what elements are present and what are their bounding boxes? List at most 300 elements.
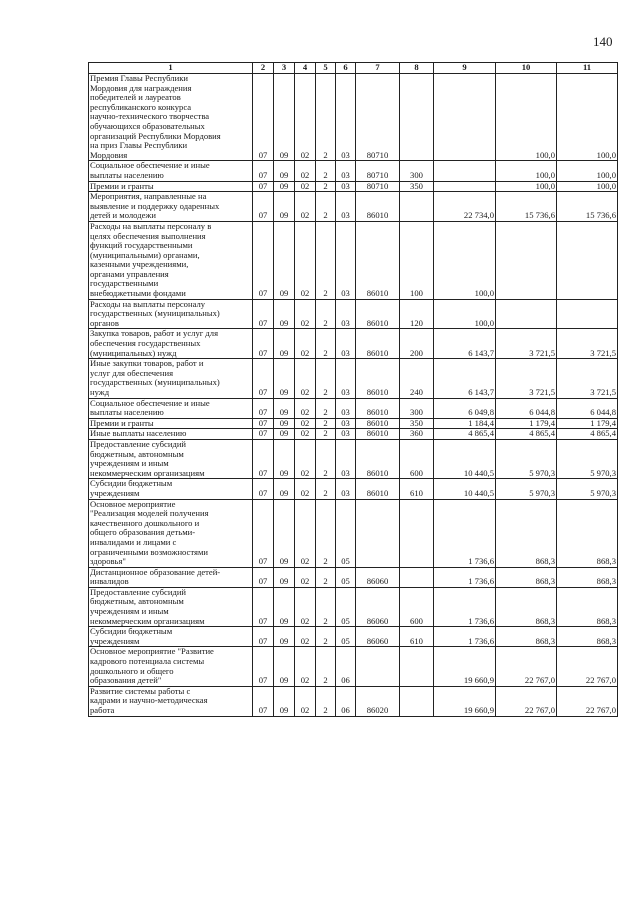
code-cell: 07 — [253, 398, 274, 418]
code-cell — [400, 499, 434, 567]
row-name-line: здоровья" — [90, 556, 126, 567]
code-cell: 300 — [400, 398, 434, 418]
code-cell: 300 — [400, 161, 434, 181]
row-name-line: Иные выплаты населению — [90, 428, 187, 439]
amount-cell: 868,3 — [557, 627, 618, 647]
code-cell: 03 — [336, 418, 356, 429]
row-name-line: Расходы на выплаты персоналу — [90, 299, 206, 309]
row-name-line: государственных (муниципальных) — [90, 377, 220, 388]
row-name-line: Мероприятия, направленные на — [90, 191, 207, 202]
table-row — [89, 181, 618, 192]
code-cell: 86060 — [356, 587, 400, 626]
row-name-line: Предоставление субсидий — [90, 587, 187, 597]
code-cell: 200 — [400, 329, 434, 359]
code-cell: 02 — [295, 74, 316, 161]
amount-cell: 100,0 — [434, 221, 496, 299]
amount-cell: 1 179,4 — [496, 418, 557, 429]
row-name-line: (муниципальными) органами, — [90, 249, 200, 260]
row-name-line: Премия Главы Республики — [90, 73, 188, 83]
amount-cell: 10 440,5 — [434, 479, 496, 499]
code-cell: 09 — [274, 686, 295, 716]
code-cell: 09 — [274, 398, 295, 418]
amount-cell: 3 721,5 — [496, 359, 557, 398]
amount-cell: 1 736,6 — [434, 587, 496, 626]
row-name-line: учреждениям — [90, 635, 140, 646]
row-name-line: целях обеспечения выполнения — [90, 230, 206, 241]
code-cell: 2 — [316, 329, 336, 359]
amount-cell: 5 970,3 — [496, 439, 557, 478]
amount-cell: 6 049,8 — [434, 398, 496, 418]
code-cell: 120 — [400, 299, 434, 329]
code-cell: 06 — [336, 647, 356, 686]
code-cell: 07 — [253, 161, 274, 181]
code-cell — [356, 499, 400, 567]
code-cell: 02 — [295, 647, 316, 686]
code-cell: 05 — [336, 499, 356, 567]
code-cell: 07 — [253, 686, 274, 716]
code-cell: 86060 — [356, 567, 400, 587]
row-name-line: Субсидии бюджетным — [90, 626, 173, 637]
amount-cell: 5 970,3 — [496, 479, 557, 499]
code-cell: 2 — [316, 359, 336, 398]
amount-cell — [557, 299, 618, 329]
row-name-cell — [89, 587, 253, 626]
code-cell: 03 — [336, 398, 356, 418]
code-cell: 02 — [295, 329, 316, 359]
column-header: 11 — [557, 63, 618, 74]
amount-cell: 868,3 — [557, 499, 618, 567]
row-name-line: Иные закупки товаров, работ и — [90, 358, 204, 369]
row-name-line: обеспечения государственных — [90, 338, 201, 349]
row-name-line: качественного дошкольного и — [90, 517, 200, 528]
code-cell: 86020 — [356, 686, 400, 716]
amount-cell: 6 143,7 — [434, 359, 496, 398]
code-cell: 100 — [400, 221, 434, 299]
row-name-line: образования детей" — [90, 675, 162, 686]
code-cell: 2 — [316, 499, 336, 567]
code-cell: 05 — [336, 627, 356, 647]
code-cell: 240 — [400, 359, 434, 398]
amount-cell: 1 736,6 — [434, 499, 496, 567]
row-name-line: Развитие системы работы с — [90, 686, 191, 696]
row-name-line: учреждениям и иным — [90, 606, 169, 617]
row-name-line: организаций Республики Мордовия — [90, 130, 221, 141]
row-name-line: государственных (муниципальных) — [90, 308, 220, 319]
row-name-line: Субсидии бюджетным — [90, 478, 173, 489]
row-name-line: инвалидами и лицами с — [90, 536, 177, 547]
column-header: 3 — [274, 63, 295, 74]
amount-cell: 868,3 — [496, 627, 557, 647]
code-cell: 09 — [274, 587, 295, 626]
code-cell: 07 — [253, 192, 274, 222]
code-cell: 86010 — [356, 329, 400, 359]
code-cell: 2 — [316, 181, 336, 192]
code-cell: 86010 — [356, 418, 400, 429]
code-cell: 02 — [295, 499, 316, 567]
table-row — [89, 686, 618, 716]
amount-cell — [557, 221, 618, 299]
code-cell: 09 — [274, 429, 295, 440]
code-cell: 610 — [400, 479, 434, 499]
table-row — [89, 221, 618, 299]
row-name-line: Дистанционное образование детей- — [90, 567, 221, 577]
code-cell: 02 — [295, 686, 316, 716]
code-cell: 02 — [295, 567, 316, 587]
code-cell: 09 — [274, 329, 295, 359]
code-cell: 09 — [274, 181, 295, 192]
code-cell: 09 — [274, 359, 295, 398]
code-cell: 80710 — [356, 74, 400, 161]
code-cell: 03 — [336, 161, 356, 181]
amount-cell: 100,0 — [496, 181, 557, 192]
amount-cell: 19 660,9 — [434, 686, 496, 716]
row-name-line: Предоставление субсидий — [90, 439, 187, 449]
code-cell: 09 — [274, 192, 295, 222]
table-row — [89, 418, 618, 429]
row-name-line: республиканского конкурса — [90, 101, 192, 112]
row-name-line: услуг для обеспечения — [90, 367, 174, 378]
code-cell: 02 — [295, 587, 316, 626]
code-cell: 80710 — [356, 161, 400, 181]
row-name-line: функций государственными — [90, 240, 193, 251]
row-name-cell — [89, 161, 253, 181]
row-name-cell — [89, 221, 253, 299]
row-name-line: Социальное обеспечение и иные — [90, 160, 210, 171]
row-name-line: кадрами и научно-методическая — [90, 695, 208, 706]
column-header: 5 — [316, 63, 336, 74]
amount-cell: 22 767,0 — [557, 686, 618, 716]
row-name-line: детей и молодежи — [90, 210, 156, 221]
amount-cell: 868,3 — [496, 587, 557, 626]
code-cell: 02 — [295, 479, 316, 499]
code-cell: 86010 — [356, 299, 400, 329]
table-row — [89, 161, 618, 181]
row-name-line: научно-технического творчества — [90, 111, 210, 122]
code-cell: 03 — [336, 181, 356, 192]
code-cell: 86010 — [356, 221, 400, 299]
row-name-line: общего образования детьми- — [90, 527, 196, 538]
code-cell: 03 — [336, 359, 356, 398]
amount-cell: 868,3 — [496, 567, 557, 587]
row-name-cell — [89, 686, 253, 716]
amount-cell — [496, 299, 557, 329]
code-cell: 2 — [316, 647, 336, 686]
amount-cell: 3 721,5 — [496, 329, 557, 359]
code-cell — [400, 74, 434, 161]
code-cell: 07 — [253, 221, 274, 299]
code-cell — [400, 567, 434, 587]
code-cell: 02 — [295, 359, 316, 398]
code-cell: 02 — [295, 627, 316, 647]
code-cell: 2 — [316, 221, 336, 299]
budget-table — [88, 62, 618, 717]
row-name-line: выплаты населению — [90, 169, 164, 180]
row-name-line: Расходы на выплаты персоналу в — [90, 221, 212, 231]
amount-cell: 100,0 — [557, 74, 618, 161]
row-name-line: Основное мероприятие "Развитие — [90, 646, 214, 657]
table-row — [89, 439, 618, 478]
amount-cell: 6 143,7 — [434, 329, 496, 359]
code-cell: 600 — [400, 439, 434, 478]
code-cell: 86010 — [356, 398, 400, 418]
row-name-line: работа — [90, 705, 115, 715]
code-cell: 02 — [295, 192, 316, 222]
amount-cell: 100,0 — [557, 161, 618, 181]
table-body — [89, 74, 618, 717]
code-cell: 09 — [274, 418, 295, 429]
row-name-cell — [89, 567, 253, 587]
row-name-cell — [89, 74, 253, 161]
row-name-cell — [89, 329, 253, 359]
table-row — [89, 479, 618, 499]
amount-cell: 19 660,9 — [434, 647, 496, 686]
column-header: 2 — [253, 63, 274, 74]
row-name-line: Премии и гранты — [90, 181, 154, 191]
code-cell — [400, 647, 434, 686]
row-name-line: органами управления — [90, 268, 169, 279]
amount-cell — [434, 181, 496, 192]
table-row — [89, 647, 618, 686]
row-name-line: государственными — [90, 278, 159, 289]
amount-cell: 4 865,4 — [434, 429, 496, 440]
code-cell: 07 — [253, 647, 274, 686]
row-name-cell — [89, 398, 253, 418]
row-name-line: кадрового потенциала системы — [90, 656, 205, 667]
row-name-line: казенными учреждениями, — [90, 259, 189, 270]
table-row — [89, 74, 618, 161]
amount-cell: 15 736,6 — [496, 192, 557, 222]
code-cell: 02 — [295, 181, 316, 192]
code-cell: 07 — [253, 418, 274, 429]
row-name-line: Мордовия для награждения — [90, 82, 192, 93]
code-cell: 02 — [295, 398, 316, 418]
code-cell: 05 — [336, 567, 356, 587]
code-cell: 2 — [316, 627, 336, 647]
code-cell: 07 — [253, 181, 274, 192]
code-cell: 2 — [316, 418, 336, 429]
amount-cell — [434, 74, 496, 161]
code-cell: 07 — [253, 479, 274, 499]
table-row — [89, 627, 618, 647]
amount-cell: 22 767,0 — [496, 647, 557, 686]
amount-cell: 5 970,3 — [557, 439, 618, 478]
table-row — [89, 359, 618, 398]
row-name-line: на приз Главы Республики — [90, 140, 188, 151]
code-cell: 350 — [400, 181, 434, 192]
amount-cell: 868,3 — [557, 587, 618, 626]
amount-cell — [434, 161, 496, 181]
code-cell: 2 — [316, 299, 336, 329]
row-name-cell — [89, 439, 253, 478]
column-header: 10 — [496, 63, 557, 74]
amount-cell: 100,0 — [496, 161, 557, 181]
code-cell: 09 — [274, 439, 295, 478]
code-cell: 03 — [336, 479, 356, 499]
code-cell — [400, 192, 434, 222]
code-cell: 2 — [316, 686, 336, 716]
code-cell: 86010 — [356, 192, 400, 222]
code-cell: 09 — [274, 299, 295, 329]
row-name-cell — [89, 647, 253, 686]
code-cell: 09 — [274, 221, 295, 299]
row-name-cell — [89, 359, 253, 398]
amount-cell: 1 179,4 — [557, 418, 618, 429]
row-name-line: Социальное обеспечение и иные — [90, 398, 210, 408]
amount-cell: 100,0 — [496, 74, 557, 161]
row-name-line: нужд — [90, 387, 110, 397]
amount-cell: 6 044,8 — [496, 398, 557, 418]
table-row — [89, 299, 618, 329]
code-cell: 02 — [295, 439, 316, 478]
code-cell: 07 — [253, 329, 274, 359]
code-cell: 2 — [316, 587, 336, 626]
code-cell: 02 — [295, 418, 316, 429]
header-row — [89, 63, 618, 74]
code-cell: 86010 — [356, 429, 400, 440]
row-name-line: учреждениям — [90, 487, 140, 498]
amount-cell: 868,3 — [557, 567, 618, 587]
table-row — [89, 398, 618, 418]
code-cell: 07 — [253, 587, 274, 626]
row-name-line: выявление и поддержку одаренных — [90, 200, 220, 211]
code-cell: 09 — [274, 74, 295, 161]
table-row — [89, 499, 618, 567]
amount-cell: 100,0 — [434, 299, 496, 329]
code-cell: 2 — [316, 161, 336, 181]
page-number: 140 — [593, 34, 613, 49]
amount-cell: 868,3 — [496, 499, 557, 567]
code-cell: 360 — [400, 429, 434, 440]
column-header: 1 — [89, 63, 253, 74]
code-cell: 86010 — [356, 359, 400, 398]
row-name-line: органов — [90, 317, 119, 328]
table-row — [89, 192, 618, 222]
amount-cell: 1 736,6 — [434, 627, 496, 647]
code-cell — [400, 686, 434, 716]
amount-cell: 22 734,0 — [434, 192, 496, 222]
code-cell: 09 — [274, 161, 295, 181]
row-name-line: Премии и гранты — [90, 418, 154, 428]
row-name-cell — [89, 479, 253, 499]
code-cell: 610 — [400, 627, 434, 647]
row-name-line: бюджетным, автономным — [90, 596, 184, 607]
row-name-line: некоммерческим организациям — [90, 615, 205, 626]
row-name-line: "Реализация моделей получения — [90, 508, 209, 519]
row-name-line: дошкольного и общего — [90, 665, 174, 676]
code-cell: 2 — [316, 567, 336, 587]
code-cell: 07 — [253, 567, 274, 587]
code-cell: 2 — [316, 479, 336, 499]
amount-cell: 100,0 — [557, 181, 618, 192]
row-name-cell — [89, 181, 253, 192]
amount-cell: 10 440,5 — [434, 439, 496, 478]
amount-cell: 6 044,8 — [557, 398, 618, 418]
code-cell: 86060 — [356, 627, 400, 647]
row-name-line: ограниченными возможностями — [90, 546, 209, 557]
code-cell: 02 — [295, 221, 316, 299]
code-cell: 03 — [336, 221, 356, 299]
code-cell: 86010 — [356, 479, 400, 499]
amount-cell: 4 865,4 — [557, 429, 618, 440]
row-name-line: выплаты населению — [90, 407, 164, 418]
row-name-line: внебюджетными фондами — [90, 288, 186, 299]
column-header: 9 — [434, 63, 496, 74]
amount-cell: 1 736,6 — [434, 567, 496, 587]
code-cell: 2 — [316, 429, 336, 440]
code-cell: 03 — [336, 439, 356, 478]
code-cell: 07 — [253, 627, 274, 647]
row-name-line: Основное мероприятие — [90, 499, 176, 509]
code-cell: 03 — [336, 299, 356, 329]
amount-cell: 3 721,5 — [557, 359, 618, 398]
column-header: 7 — [356, 63, 400, 74]
row-name-cell — [89, 299, 253, 329]
table-row — [89, 429, 618, 440]
code-cell: 09 — [274, 647, 295, 686]
table-row — [89, 329, 618, 359]
code-cell: 350 — [400, 418, 434, 429]
amount-cell: 3 721,5 — [557, 329, 618, 359]
code-cell: 06 — [336, 686, 356, 716]
code-cell: 09 — [274, 499, 295, 567]
column-header: 8 — [400, 63, 434, 74]
code-cell: 2 — [316, 74, 336, 161]
code-cell: 600 — [400, 587, 434, 626]
amount-cell — [496, 221, 557, 299]
row-name-line: (муниципальных) нужд — [90, 347, 177, 358]
column-header: 4 — [295, 63, 316, 74]
code-cell: 03 — [336, 74, 356, 161]
table-row — [89, 567, 618, 587]
table-row — [89, 587, 618, 626]
code-cell: 86010 — [356, 439, 400, 478]
row-name-line: некоммерческим организациям — [90, 467, 205, 478]
code-cell: 03 — [336, 329, 356, 359]
amount-cell: 22 767,0 — [557, 647, 618, 686]
code-cell: 2 — [316, 439, 336, 478]
code-cell: 02 — [295, 429, 316, 440]
code-cell: 09 — [274, 479, 295, 499]
code-cell: 2 — [316, 192, 336, 222]
code-cell: 07 — [253, 359, 274, 398]
amount-cell: 15 736,6 — [557, 192, 618, 222]
amount-cell: 1 184,4 — [434, 418, 496, 429]
row-name-cell — [89, 418, 253, 429]
row-name-line: Закупка товаров, работ и услуг для — [90, 328, 219, 339]
code-cell: 80710 — [356, 181, 400, 192]
amount-cell: 5 970,3 — [557, 479, 618, 499]
code-cell: 03 — [336, 192, 356, 222]
row-name-line: обучающихся образовательных — [90, 120, 205, 131]
row-name-line: Мордовия — [90, 149, 128, 160]
code-cell: 02 — [295, 161, 316, 181]
amount-cell: 4 865,4 — [496, 429, 557, 440]
code-cell: 05 — [336, 587, 356, 626]
row-name-line: бюджетным, автономным — [90, 448, 184, 459]
code-cell: 02 — [295, 299, 316, 329]
code-cell: 07 — [253, 429, 274, 440]
code-cell: 2 — [316, 398, 336, 418]
row-name-line: учреждениям и иным — [90, 458, 169, 469]
code-cell: 07 — [253, 299, 274, 329]
code-cell — [356, 647, 400, 686]
row-name-cell — [89, 499, 253, 567]
row-name-line: инвалидов — [90, 576, 129, 587]
code-cell: 07 — [253, 499, 274, 567]
row-name-cell — [89, 192, 253, 222]
code-cell: 09 — [274, 627, 295, 647]
column-header: 6 — [336, 63, 356, 74]
